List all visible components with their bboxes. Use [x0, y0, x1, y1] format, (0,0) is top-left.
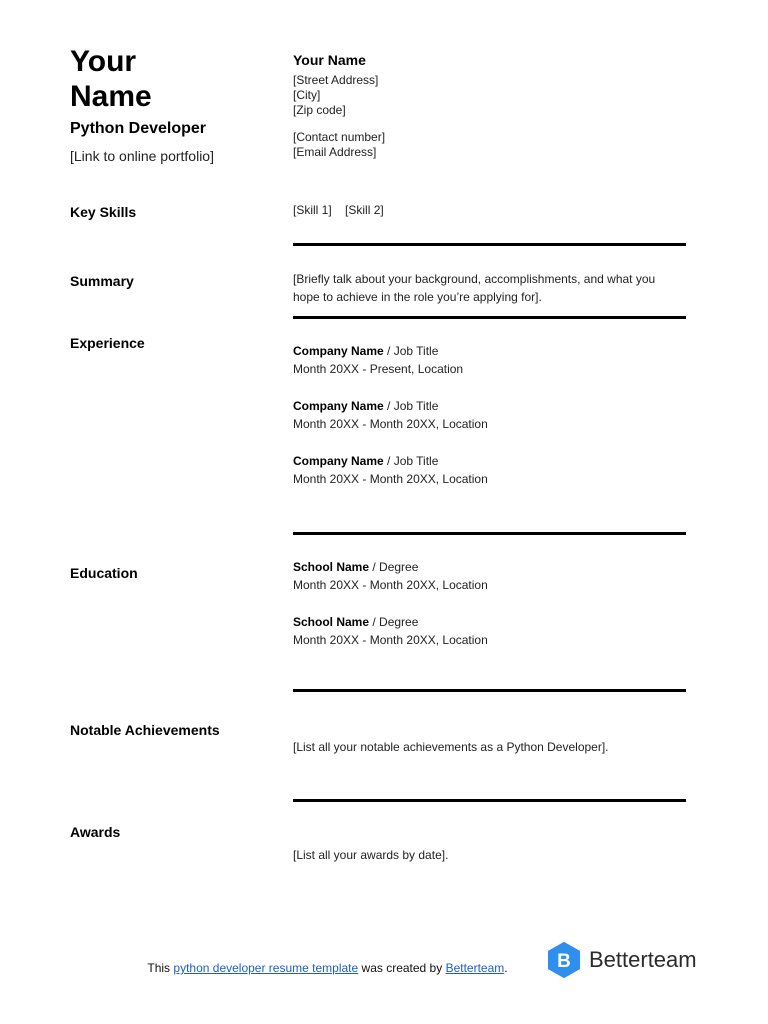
- section-divider: [293, 316, 686, 319]
- address-block: [293, 73, 378, 118]
- summary-line: hope to achieve in the role you’re applying for].: [293, 289, 542, 304]
- achievements-text: [List all your notable achievements as a Python Developer].: [293, 740, 609, 754]
- degree: / Degree: [369, 560, 419, 574]
- company-name: Company Name: [293, 399, 384, 413]
- city: [City]: [293, 88, 321, 102]
- awards-text: [List all your awards by date].: [293, 848, 449, 862]
- company-name: Company Name: [293, 344, 384, 358]
- footer-middle: was created by: [358, 961, 446, 975]
- footer-suffix: .: [504, 961, 508, 975]
- key-skills-label: Key Skills: [70, 204, 137, 220]
- section-divider: [293, 532, 686, 535]
- summary-label: Summary: [70, 273, 134, 289]
- section-divider: [293, 689, 686, 692]
- education-entry: [293, 559, 488, 594]
- experience-entry: [293, 453, 488, 488]
- degree: / Degree: [369, 615, 419, 629]
- school-name: School Name: [293, 615, 370, 629]
- skills-list: [293, 203, 394, 218]
- summary-line: [Briefly talk about your background, accomplishments, and what you: [293, 272, 656, 286]
- section-divider: [293, 799, 686, 802]
- name-line-1: Your: [70, 45, 137, 78]
- street-address: [Street Address]: [293, 73, 379, 87]
- school-name: School Name: [293, 560, 370, 574]
- experience-dates: Month 20XX - Month 20XX, Location: [293, 416, 488, 431]
- zip-code: [Zip code]: [293, 103, 346, 117]
- experience-dates: Month 20XX - Present, Location: [293, 361, 464, 376]
- template-link[interactable]: python developer resume template: [173, 961, 359, 975]
- job-title: / Job Title: [383, 454, 439, 468]
- education-entry: [293, 614, 488, 649]
- company-name: Company Name: [293, 454, 384, 468]
- experience-entry: [293, 343, 463, 378]
- experience-dates: Month 20XX - Month 20XX, Location: [293, 471, 488, 486]
- education-label: Education: [70, 565, 138, 581]
- education-dates: Month 20XX - Month 20XX, Location: [293, 632, 488, 647]
- awards-label: Awards: [70, 824, 121, 840]
- experience-label: Experience: [70, 335, 145, 351]
- contact-number: [Contact number]: [293, 130, 386, 144]
- job-role: Python Developer: [70, 120, 207, 137]
- summary-text: [293, 271, 655, 306]
- skill-item: [Skill 1]: [293, 203, 332, 217]
- resume-name-heading: [70, 44, 152, 114]
- skill-item: [Skill 2]: [345, 203, 384, 217]
- logo-text: Betterteam: [589, 947, 697, 972]
- experience-entry: [293, 398, 488, 433]
- job-title: / Job Title: [383, 344, 439, 358]
- betterteam-link[interactable]: Betterteam: [445, 961, 505, 975]
- betterteam-logo: [547, 942, 697, 978]
- email-address: [Email Address]: [293, 145, 377, 159]
- portfolio-link[interactable]: [Link to online portfolio]: [70, 148, 214, 164]
- name-line-2: Name: [70, 80, 152, 113]
- footer-prefix: This: [147, 961, 174, 975]
- contact-name: Your Name: [293, 52, 366, 68]
- logo-letter: B: [557, 951, 571, 972]
- job-title: / Job Title: [383, 399, 439, 413]
- section-divider: [293, 243, 686, 246]
- contact-block: [293, 130, 385, 160]
- achievements-label: Notable Achievements: [70, 722, 220, 738]
- betterteam-badge-icon: [547, 942, 581, 978]
- education-dates: Month 20XX - Month 20XX, Location: [293, 577, 488, 592]
